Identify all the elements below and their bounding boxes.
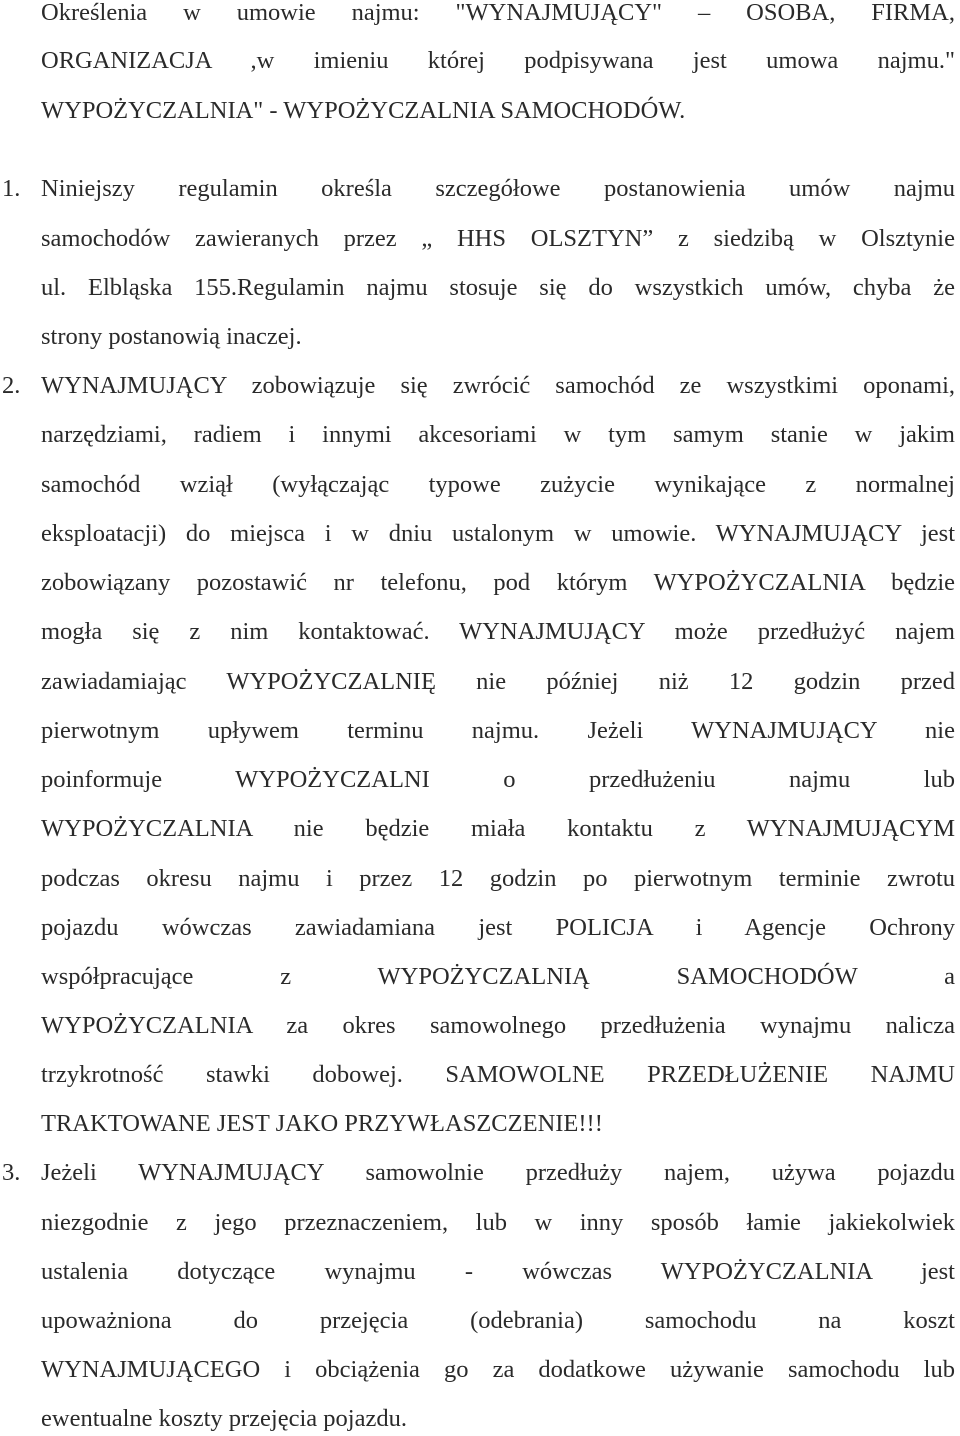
item-line: pojazdu wówczas zawiadamiana jest POLICJA i Agencje Ochrony — [41, 914, 955, 941]
item-line: podczas okresu najmu i przez 12 godzin po pierwotnym terminie zwrotu — [41, 865, 955, 892]
item-line: TRAKTOWANE JEST JAKO PRZYWŁASZCZENIE!!! — [41, 1110, 603, 1137]
item-line: WYPOŻYCZALNIA za okres samowolnego przedłużenia wynajmu nalicza — [41, 1012, 955, 1039]
item-line: mogła się z nim kontaktować. WYNAJMUJĄCY może przedłużyć najem — [41, 618, 955, 645]
item-line: zawiadamiając WYPOŻYCZALNIĘ nie później niż 12 godzin przed — [41, 668, 955, 695]
definitions-line: WYPOŻYCZALNIA" - WYPOŻYCZALNIA SAMOCHODÓW. — [41, 97, 686, 124]
item-line: narzędziami, radiem i innymi akcesoriami w tym samym stanie w jakim — [41, 421, 955, 448]
item-line: eksploatacji) do miejsca i w dniu ustalonym w umowie. WYNAJMUJĄCY jest — [41, 520, 955, 547]
item-line: samochodów zawieranych przez „ HHS OLSZTYN” z siedzibą w Olsztynie — [41, 225, 955, 252]
item-number: 2. — [2, 372, 21, 399]
item-line: zobowiązany pozostawić nr telefonu, pod którym WYPOŻYCZALNIA będzie — [41, 569, 955, 596]
item-line: strony postanowią inaczej. — [41, 323, 302, 350]
definitions-line: ORGANIZACJA ,w imieniu której podpisywana jest umowa najmu." — [41, 47, 955, 74]
item-line: trzykrotność stawki dobowej. SAMOWOLNE PRZEDŁUŻENIE NAJMU — [41, 1061, 955, 1088]
item-line: Jeżeli WYNAJMUJĄCY samowolnie przedłuży najem, używa pojazdu — [41, 1159, 955, 1186]
item-line: pierwotnym upływem terminu najmu. Jeżeli WYNAJMUJĄCY nie — [41, 717, 955, 744]
item-line: WYPOŻYCZALNIA nie będzie miała kontaktu z WYNAJMUJĄCYM — [41, 815, 955, 842]
item-line: ewentualne koszty przejęcia pojazdu. — [41, 1405, 407, 1432]
item-line: ul. Elbląska 155.Regulamin najmu stosuje się do wszystkich umów, chyba że — [41, 274, 955, 301]
item-line: niezgodnie z jego przeznaczeniem, lub w inny sposób łamie jakiekolwiek — [41, 1209, 955, 1236]
item-line: Niniejszy regulamin określa szczegółowe postanowienia umów najmu — [41, 175, 955, 202]
item-line: upoważniona do przejęcia (odebrania) samochodu na koszt — [41, 1307, 955, 1334]
item-line: samochód wziął (wyłączając typowe zużycie wynikające z normalnej — [41, 471, 955, 498]
item-line: współpracujące z WYPOŻYCZALNIĄ SAMOCHODÓW a — [41, 963, 955, 990]
item-line: WYNAJMUJĄCEGO i obciążenia go za dodatkowe używanie samochodu lub — [41, 1356, 955, 1383]
item-number: 3. — [2, 1159, 21, 1186]
item-line: WYNAJMUJĄCY zobowiązuje się zwrócić samochód ze wszystkimi oponami, — [41, 372, 955, 399]
item-line: ustalenia dotyczące wynajmu - wówczas WYPOŻYCZALNIA jest — [41, 1258, 955, 1285]
item-number: 1. — [2, 175, 21, 202]
item-line: poinformuje WYPOŻYCZALNI o przedłużeniu najmu lub — [41, 766, 955, 793]
definitions-line: Określenia w umowie najmu: "WYNAJMUJĄCY" – OSOBA, FIRMA, — [41, 0, 955, 26]
